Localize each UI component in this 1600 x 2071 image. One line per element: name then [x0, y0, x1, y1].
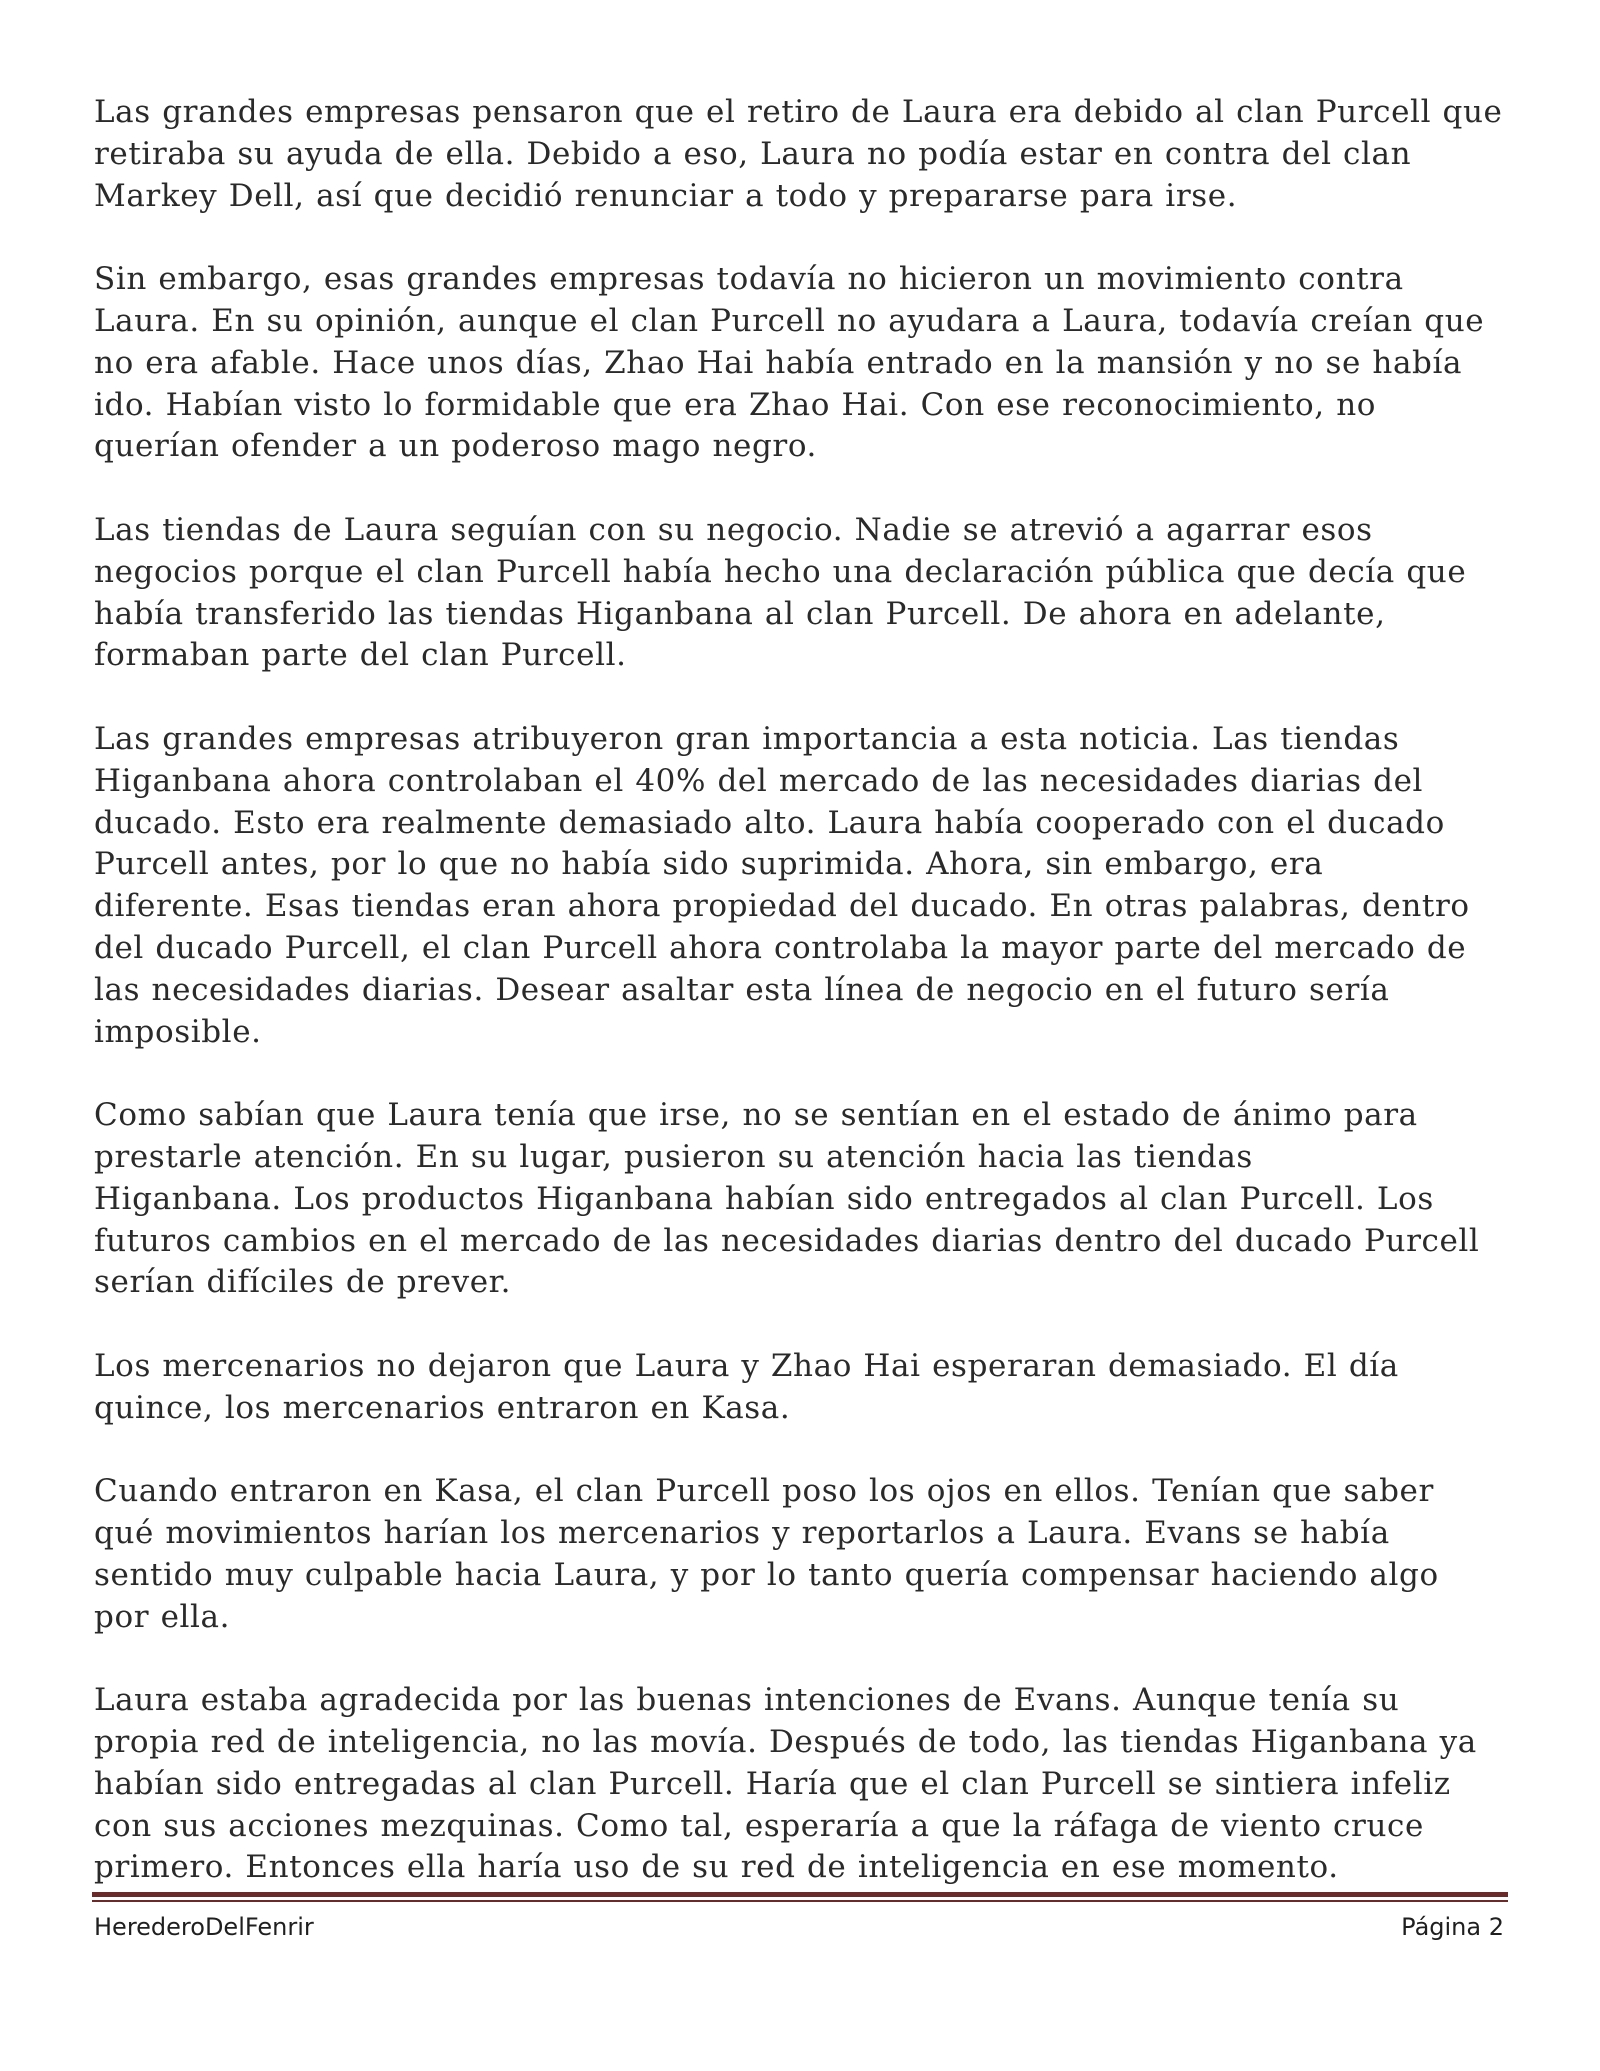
- paragraph-4: Las grandes empresas atribuyeron gran importancia a esta noticia. Las tiendas Higanbana ahora controlaban el 40% del mercado de las necesidades diarias del ducado. Esto era realmente demasiado alto. Laura había cooperado con el ducado Purcell antes, por lo que no había sido suprimida. Ahora, sin embargo, era diferente. Esas tiendas eran ahora propiedad del ducado. En otras palabras, dentro del ducado Purcell, el clan Purcell ahora controlaba la mayor parte del mercado de las necesidades diarias. Desear asaltar esta línea de negocio en el futuro sería imposible.: [94, 720, 1470, 1050]
- footer-author: HerederoDelFenrir: [94, 1913, 314, 1941]
- footer-rule: [92, 1892, 1508, 1897]
- paragraph-3: Las tiendas de Laura seguían con su negocio. Nadie se atrevió a agarrar esos negocios porque el clan Purcell había hecho una declaración pública que decía que había transferido las tiendas Higanbana al clan Purcell. De ahora en adelante, formaban parte del clan Purcell.: [94, 511, 1467, 674]
- paragraph-5: Como sabían que Laura tenía que irse, no se sentían en el estado de ánimo para prestarle atención. En su lugar, pusieron su atención hacia las tiendas Higanbana. Los productos Higanbana habían sido entregados al clan Purcell. Los futuros cambios en el mercado de las necesidades diarias dentro del ducado Purcell serían difíciles de prever.: [94, 1097, 1480, 1301]
- paragraph-8: Laura estaba agradecida por las buenas intenciones de Evans. Aunque tenía su propia red de inteligencia, no las movía. Después de todo, las tiendas Higanbana ya habían sido entregadas al clan Purcell. Haría que el clan Purcell se sintiera infeliz con sus acciones mezquinas. Como tal, esperaría a que la ráfaga de viento cruce primero. Entonces ella haría uso de su red de inteligencia en ese momento.: [94, 1682, 1477, 1886]
- paragraph-7: Cuando entraron en Kasa, el clan Purcell poso los ojos en ellos. Tenían que saber qué movimientos harían los mercenarios y reportarlos a Laura. Evans se había sentido muy culpable hacia Laura, y por lo tanto quería compensar haciendo algo por ella.: [94, 1473, 1439, 1635]
- paragraph-6: Los mercenarios no dejaron que Laura y Zhao Hai esperaran demasiado. El día quince, los mercenarios entraron en Kasa.: [94, 1347, 1399, 1426]
- paragraph-2: Sin embargo, esas grandes empresas todavía no hicieron un movimiento contra Laura. En su opinión, aunque el clan Purcell no ayudara a Laura, todavía creían que no era afable. Hace unos días, Zhao Hai había entrado en la mansión y no se había ido. Habían visto lo formidable que era Zhao Hai. Con ese reconocimiento, no querían ofender a un poderoso mago negro.: [94, 261, 1485, 465]
- paragraph-1: Las grandes empresas pensaron que el retiro de Laura era debido al clan Purcell que retiraba su ayuda de ella. Debido a eso, Laura no podía estar en contra del clan Markey Dell, así que decidió renunciar a todo y prepararse para irse.: [94, 94, 1503, 214]
- footer-page-number: Página 2: [1401, 1913, 1504, 1941]
- footer-rule-secondary: [92, 1900, 1508, 1902]
- document-body: [94, 92, 1514, 1931]
